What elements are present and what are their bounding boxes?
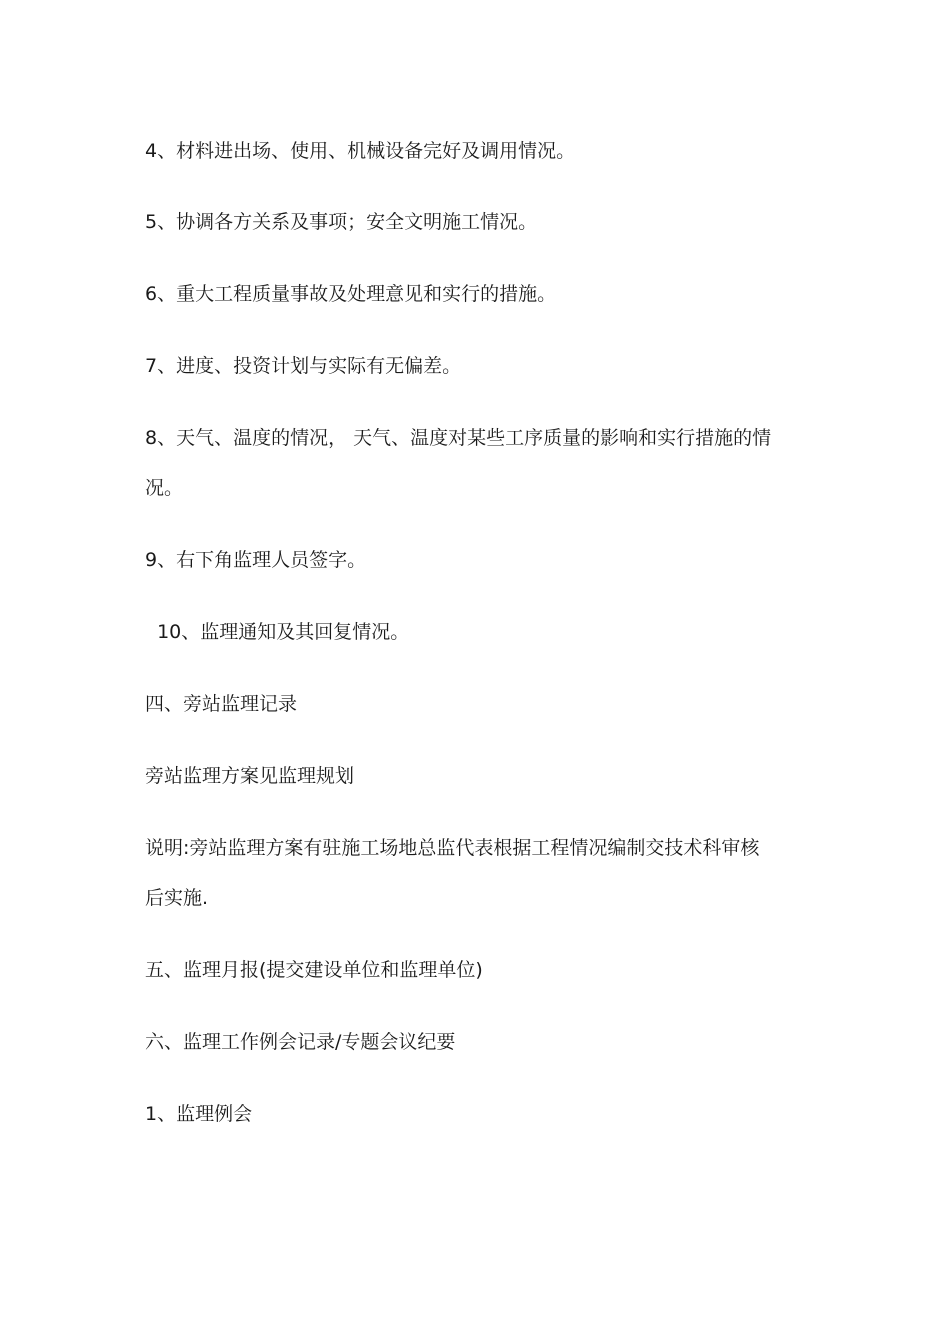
section-4-body: 旁站监理方案见监理规划 bbox=[145, 765, 355, 787]
item-4-materials: 4、材料进出场、使用、机械设备完好及调用情况。 bbox=[145, 140, 576, 162]
item-8-weather-continued: 况。 bbox=[145, 477, 184, 499]
item-8-weather: 8、天气、温度的情况， 天气、温度对某些工序质量的影响和实行措施的情 bbox=[145, 427, 772, 449]
item-10-notices: 10、监理通知及其回复情况。 bbox=[145, 621, 410, 643]
section-6-item-1: 1、监理例会 bbox=[145, 1103, 253, 1125]
section-5-heading: 五、监理月报(提交建设单位和监理单位) bbox=[145, 959, 483, 981]
section-4-note-continued: 后实施. bbox=[145, 887, 209, 909]
item-7-progress: 7、进度、投资计划与实际有无偏差。 bbox=[145, 355, 462, 377]
item-6-quality-accidents: 6、重大工程质量事故及处理意见和实行的措施。 bbox=[145, 283, 557, 305]
section-4-heading: 四、旁站监理记录 bbox=[145, 693, 298, 715]
item-5-coordination: 5、协调各方关系及事项；安全文明施工情况。 bbox=[145, 211, 538, 233]
section-6-heading: 六、监理工作例会记录/专题会议纪要 bbox=[145, 1031, 456, 1053]
section-4-note: 说明:旁站监理方案有驻施工场地总监代表根据工程情况编制交技术科审核 bbox=[145, 837, 760, 859]
item-9-signature: 9、右下角监理人员签字。 bbox=[145, 549, 367, 571]
